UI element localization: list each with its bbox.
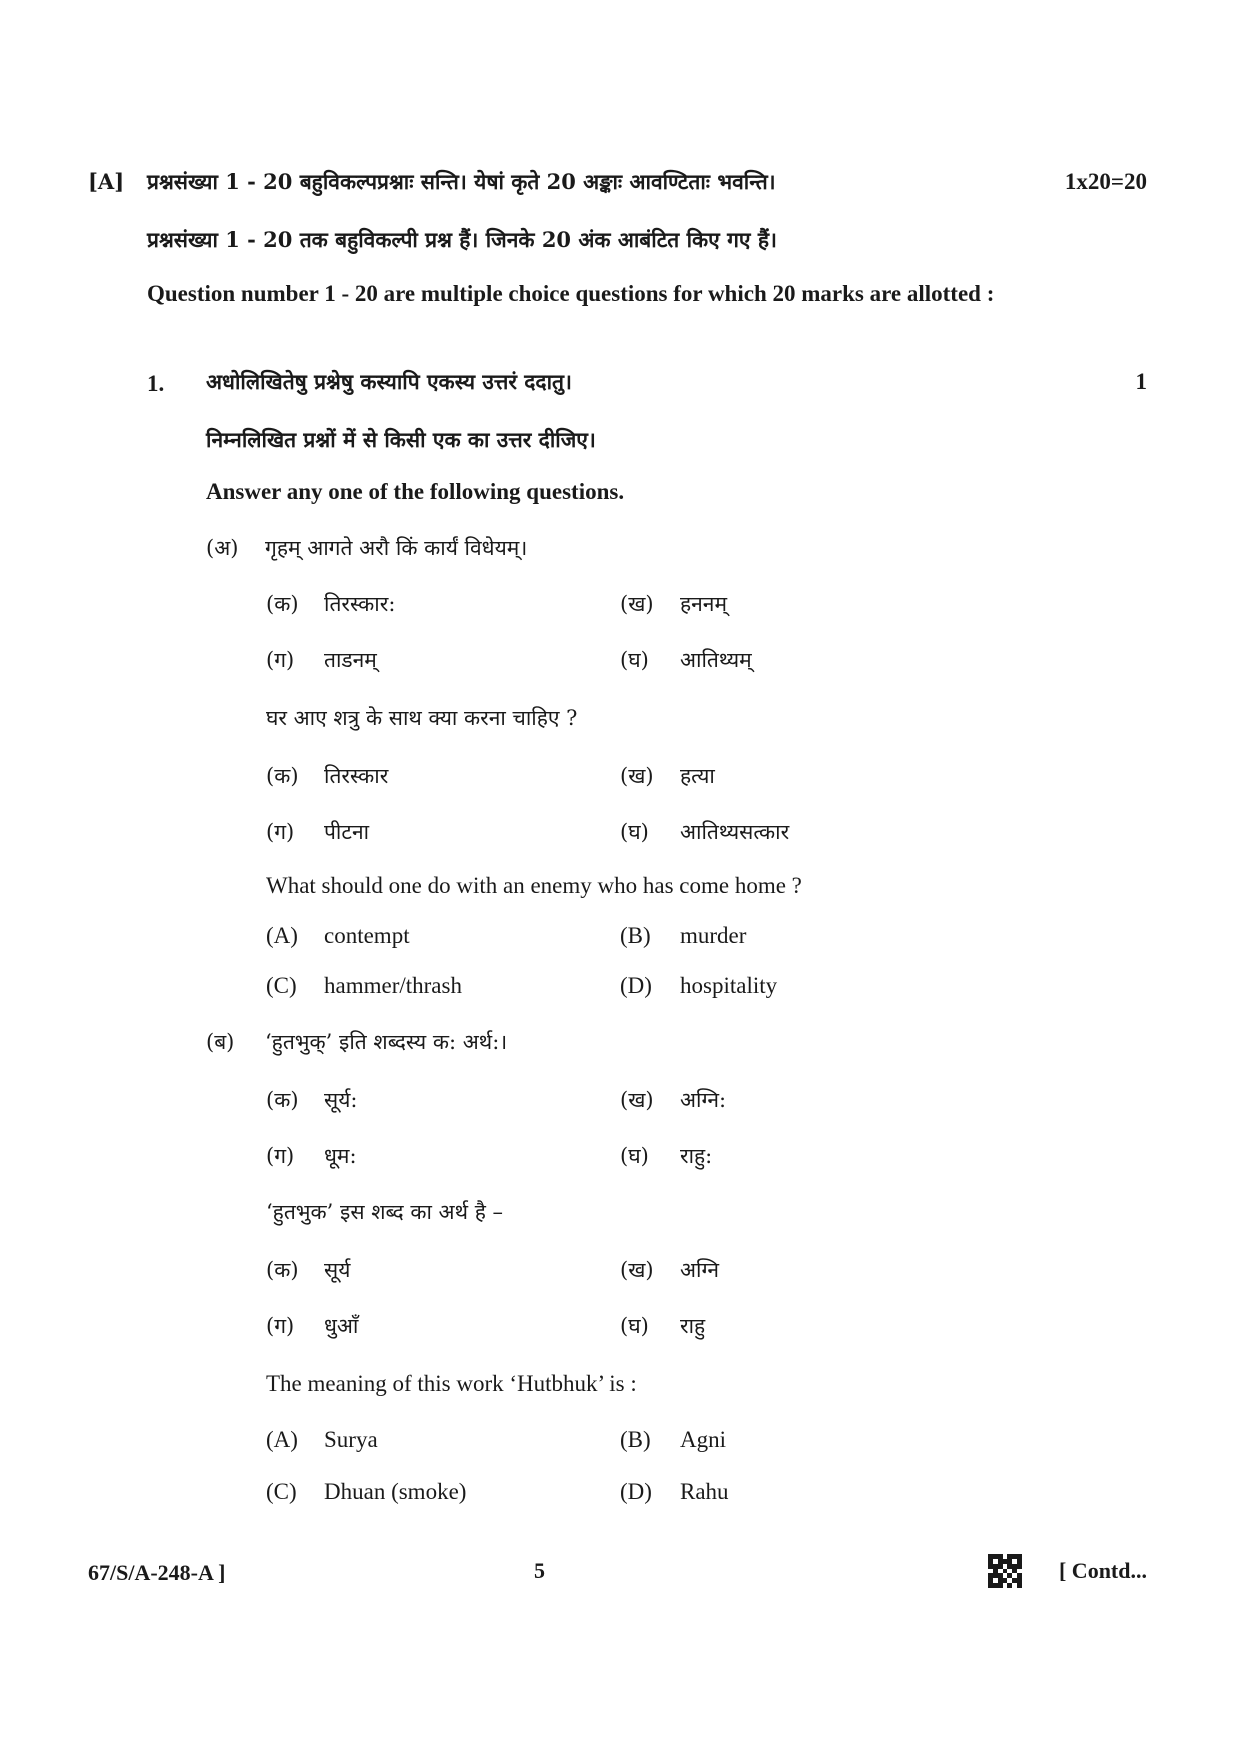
page-number: 5 bbox=[534, 1558, 545, 1583]
option-text: धूम: bbox=[324, 1144, 357, 1168]
part-b-label: (ब) bbox=[206, 1030, 235, 1054]
option-mark: (ग) bbox=[266, 1144, 295, 1168]
option-mark: (घ) bbox=[620, 820, 649, 844]
option-text: सूर्य: bbox=[324, 1088, 358, 1112]
option-text: हत्या bbox=[680, 764, 715, 788]
option-mark: (क) bbox=[266, 1088, 299, 1112]
option-mark: (ग) bbox=[266, 1314, 295, 1338]
option-text: तिरस्कार bbox=[324, 764, 389, 788]
option-mark: (घ) bbox=[620, 1314, 649, 1338]
option-text: सूर्य bbox=[324, 1258, 351, 1282]
question-line-sanskrit: अधोलिखितेषु प्रश्नेषु कस्यापि एकस्य उत्तरं ददातु। bbox=[206, 369, 572, 394]
question-line-hindi: निम्नलिखित प्रश्नों में से किसी एक का उत्तर दीजिए। bbox=[206, 427, 596, 452]
section-instruction-english: Question number 1 - 20 are multiple choice questions for which 20 marks are allotted : bbox=[147, 281, 995, 306]
question-marks: 1 bbox=[1135, 369, 1147, 394]
option-text: ताडनम् bbox=[324, 648, 377, 672]
option-mark: (घ) bbox=[620, 648, 649, 672]
section-marks: 1x20=20 bbox=[1064, 169, 1147, 194]
part-a-sanskrit-question: गृहम् आगते अरौ किं कार्यं विधेयम्। bbox=[265, 536, 528, 560]
part-b-sanskrit-question: ‘हुतभुक्’ इति शब्दस्य क: अर्थ:। bbox=[265, 1030, 508, 1054]
option-text: धुआँ bbox=[324, 1314, 359, 1338]
option-text: आतिथ्यम् bbox=[680, 648, 752, 672]
option-mark: (ख) bbox=[620, 764, 654, 788]
option-text: पीटना bbox=[324, 820, 370, 844]
part-b-english-question: The meaning of this work ‘Hutbhuk’ is : bbox=[266, 1371, 637, 1396]
option-text: Dhuan (smoke) bbox=[324, 1479, 467, 1504]
section-instruction-sanskrit: प्रश्नसंख्या 1 - 20 बहुविकल्पप्रश्नाः सन्ति। येषां कृते 20 अङ्काः आवण्टिताः भवन्ति। bbox=[147, 169, 776, 194]
option-mark: (A) bbox=[266, 923, 298, 948]
part-b-hindi-question: ‘हुतभुक’ इस शब्द का अर्थ है – bbox=[266, 1200, 504, 1224]
option-text: हननम् bbox=[680, 592, 728, 616]
option-text: आतिथ्यसत्कार bbox=[680, 820, 790, 844]
option-text: murder bbox=[680, 923, 747, 948]
option-text: hammer/thrash bbox=[324, 973, 462, 998]
option-mark: (ग) bbox=[266, 820, 295, 844]
option-text: Agni bbox=[680, 1427, 726, 1452]
option-mark: (C) bbox=[266, 973, 297, 998]
option-text: hospitality bbox=[680, 973, 778, 998]
option-text: राहु bbox=[680, 1314, 706, 1338]
option-text: राहु: bbox=[680, 1144, 713, 1168]
part-a-hindi-question: घर आए शत्रु के साथ क्या करना चाहिए ? bbox=[266, 706, 578, 730]
option-text: अग्नि bbox=[680, 1258, 720, 1282]
option-mark: (क) bbox=[266, 1258, 299, 1282]
option-mark: (घ) bbox=[620, 1144, 649, 1168]
option-mark: (B) bbox=[620, 923, 651, 948]
option-mark: (ख) bbox=[620, 592, 654, 616]
option-mark: (ख) bbox=[620, 1088, 654, 1112]
qr-code-icon bbox=[988, 1554, 1022, 1588]
option-text: तिरस्कार: bbox=[324, 592, 396, 616]
part-a-label: (अ) bbox=[206, 536, 239, 560]
option-mark: (D) bbox=[620, 973, 652, 998]
option-mark: (ख) bbox=[620, 1258, 654, 1282]
option-text: Rahu bbox=[680, 1479, 729, 1504]
option-mark: (B) bbox=[620, 1427, 651, 1452]
part-a-english-question: What should one do with an enemy who has come home ? bbox=[266, 873, 802, 898]
option-mark: (क) bbox=[266, 592, 299, 616]
question-number: 1. bbox=[147, 371, 165, 396]
option-mark: (ग) bbox=[266, 648, 295, 672]
option-text: contempt bbox=[324, 923, 410, 948]
section-instruction-hindi: प्रश्नसंख्या 1 - 20 तक बहुविकल्पी प्रश्न हैं। जिनके 20 अंक आबंटित किए गए हैं। bbox=[147, 227, 777, 252]
paper-code: 67/S/A-248-A ] bbox=[88, 1560, 226, 1585]
contd-label: [ Contd... bbox=[1058, 1558, 1147, 1583]
option-mark: (C) bbox=[266, 1479, 297, 1504]
question-line-english: Answer any one of the following questions. bbox=[206, 479, 625, 504]
option-mark: (A) bbox=[266, 1427, 298, 1452]
option-text: Surya bbox=[324, 1427, 378, 1452]
option-mark: (D) bbox=[620, 1479, 652, 1504]
option-text: अग्नि: bbox=[680, 1088, 727, 1112]
section-label: [A] bbox=[88, 169, 125, 194]
option-mark: (क) bbox=[266, 764, 299, 788]
